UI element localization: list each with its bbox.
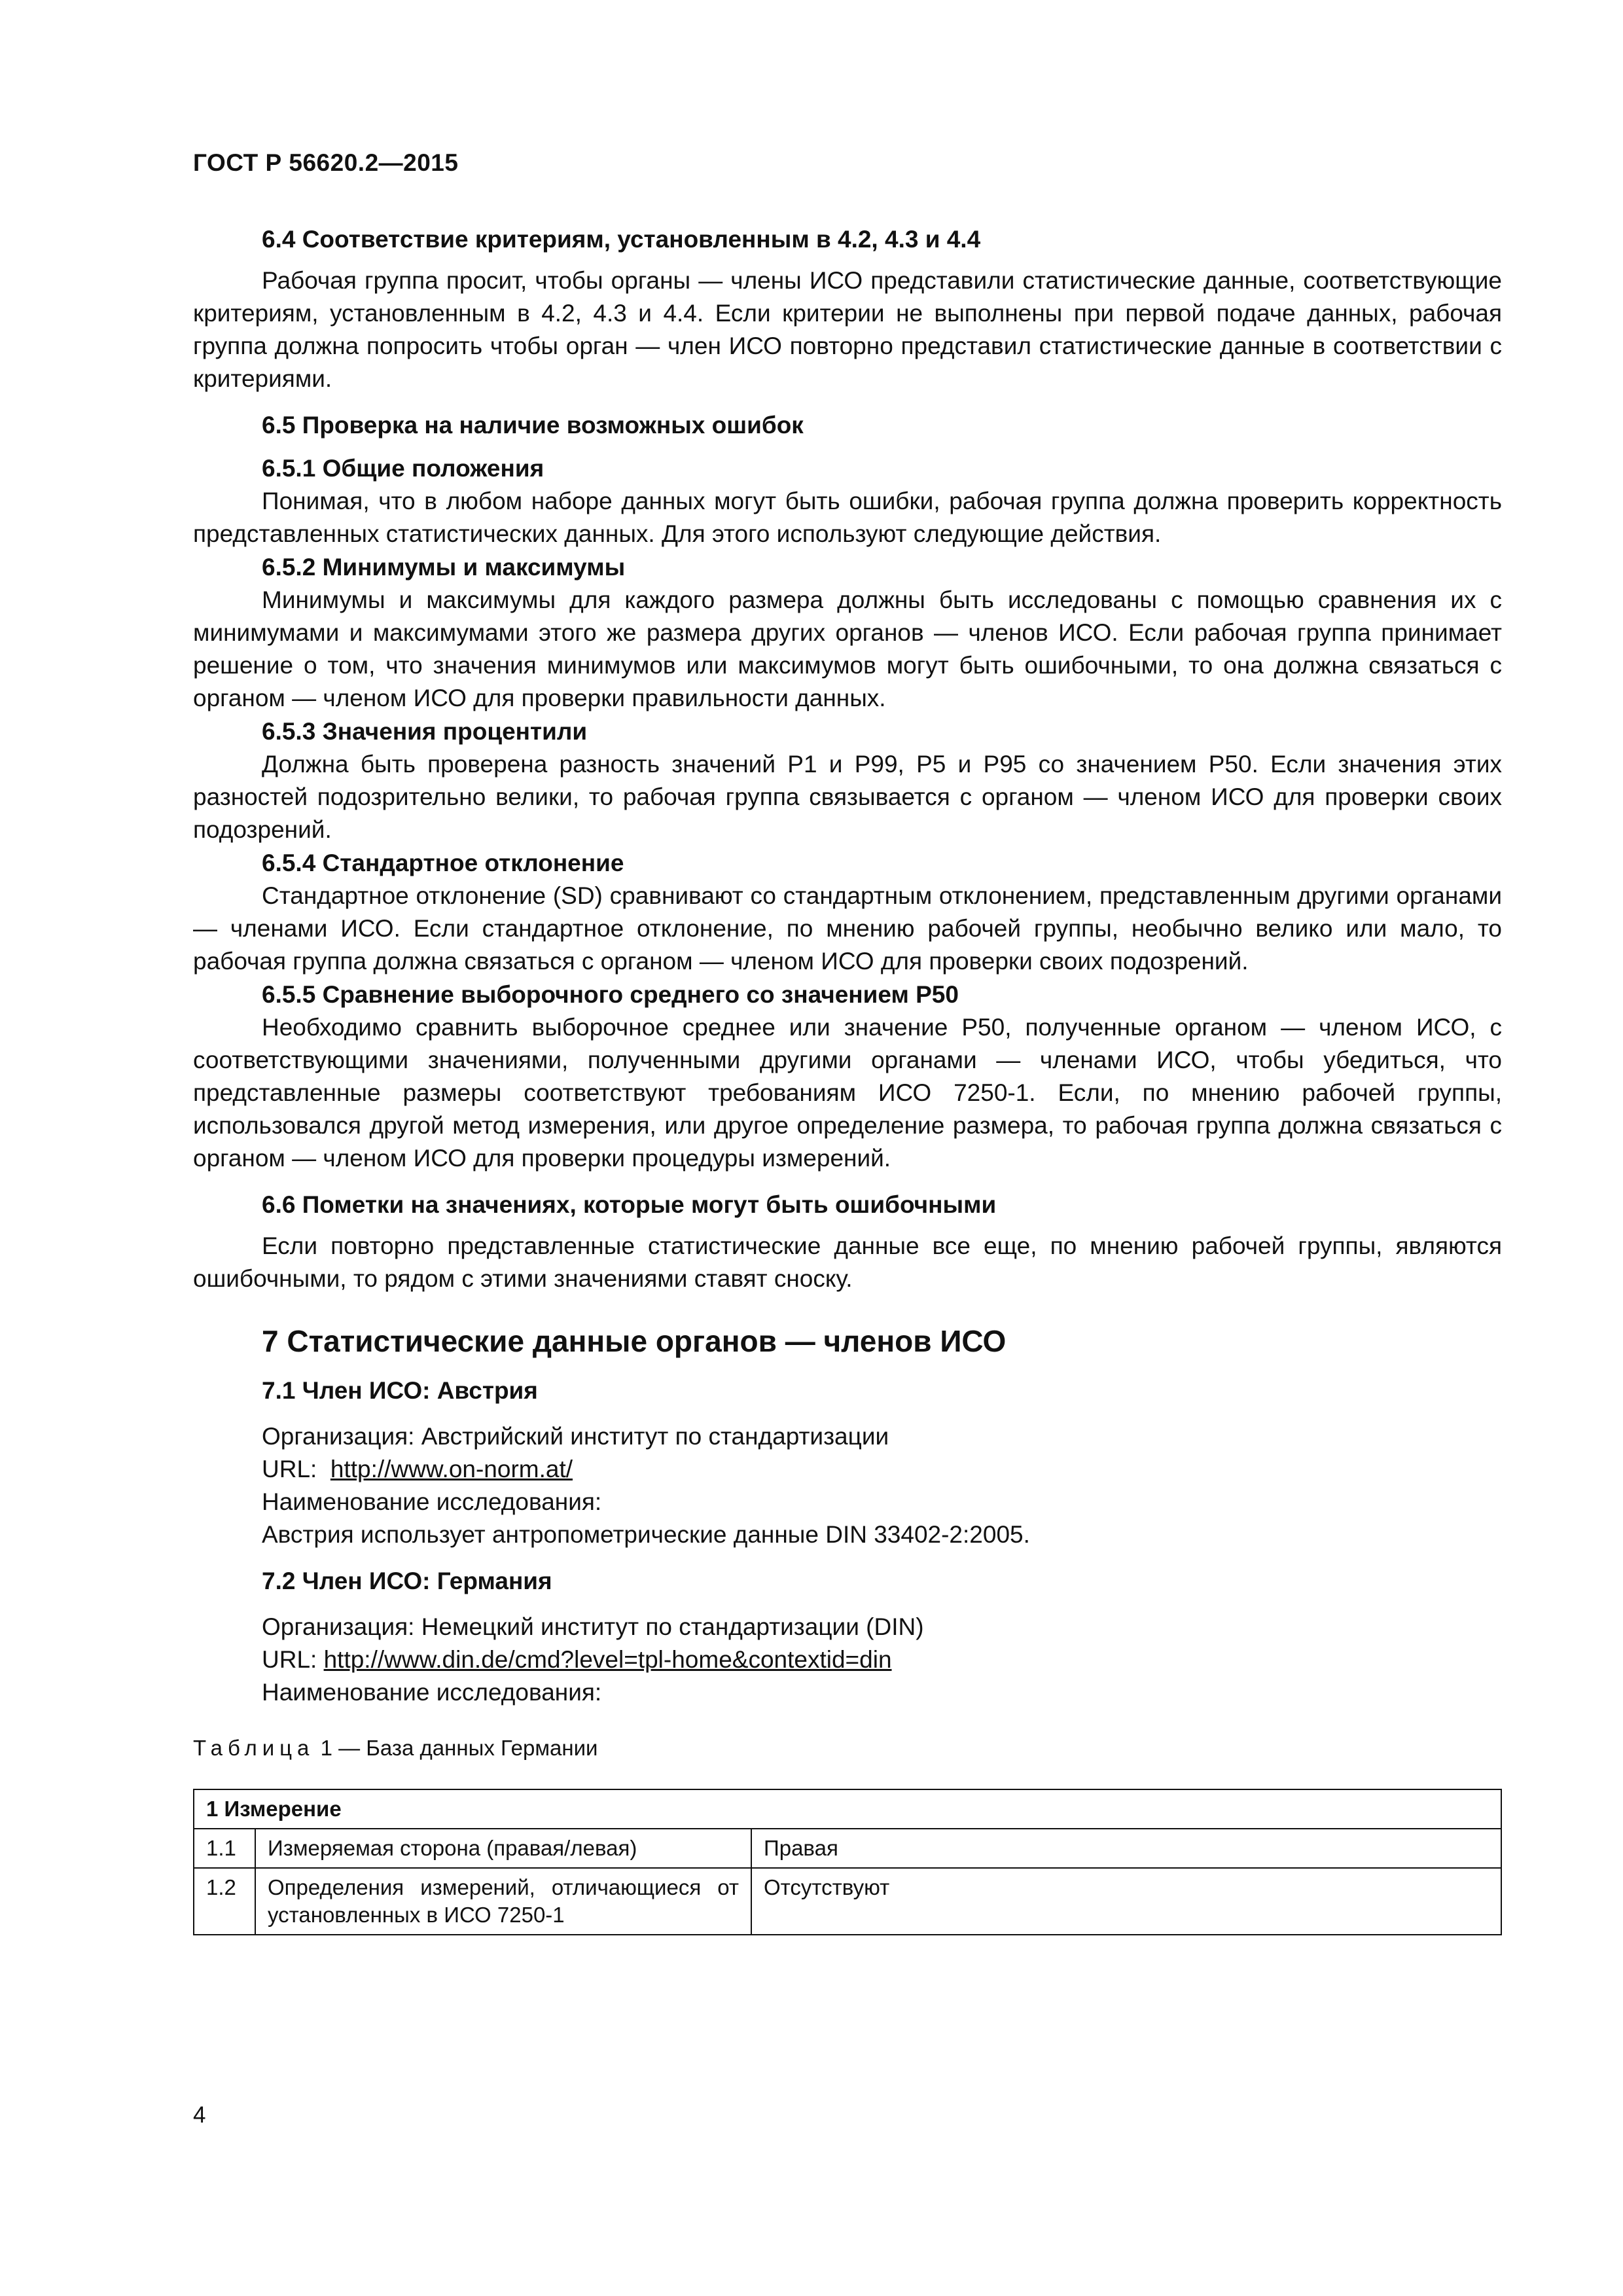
section-6-5-title: 6.5 Проверка на наличие возможных ошибок (262, 412, 804, 439)
section-6-5-4-text: Стандартное отклонение (SD) сравнивают со стандартным отклонением, представленным другими органами — членами ИСО. Если стандартное отклонение, по мнению рабочей группы, необычно велико или мало, то рабочая группа должна связаться с органом — членом ИСО для проверки своих подозрений. (193, 882, 1502, 975)
table-1-caption (193, 1734, 1502, 1763)
table-row (194, 1829, 1501, 1868)
section-6-6-text: Если повторно представленные статистические данные все еще, по мнению рабочей группы, являются ошибочными, то рядом с этими значениями ставят сноску. (193, 1232, 1502, 1292)
table-header-row (194, 1789, 1501, 1829)
austria-url-link[interactable]: http://www.on-norm.at/ (330, 1456, 573, 1482)
section-6-5-2-text: Минимумы и максимумы для каждого размера должны быть исследованы с помощью сравнения их с минимумами и максимумами этого же размера других органов — членов ИСО. Если рабочая группа принимает решение о том, что значения минимумов или максимумов могут быть ошибочными, то она должна связаться с органом — членом ИСО для проверки правильности данных. (193, 586, 1502, 711)
page-number: 4 (193, 2102, 206, 2128)
austria-url-label: URL: (262, 1456, 317, 1482)
germany-url-line (193, 1643, 1502, 1676)
section-6-4-title: 6.4 Соответствие критериям, установленным в 4.2, 4.3 и 4.4 (262, 226, 981, 253)
germany-database-table (193, 1789, 1502, 1935)
table-cell-value: Правая (751, 1829, 1501, 1868)
section-7-2-title: 7.2 Член ИСО: Германия (262, 1568, 552, 1594)
table-caption-text: 1 — База данных Германии (320, 1736, 598, 1760)
section-6-5-1-text: Понимая, что в любом наборе данных могут быть ошибки, рабочая группа должна проверить корректность представленных статистических данных. Для этого используют следующие действия. (193, 488, 1502, 547)
section-6-5-4-title: 6.5.4 Стандартное отклонение (262, 850, 624, 876)
table-cell-value: Отсутствуют (751, 1868, 1501, 1935)
page-content (193, 223, 1502, 1935)
document-code: ГОСТ Р 56620.2—2015 (193, 149, 459, 176)
table-caption-label: Таблица (193, 1736, 315, 1760)
austria-url-line (193, 1453, 1502, 1486)
table-row (194, 1868, 1501, 1935)
germany-url-label: URL: (262, 1646, 317, 1673)
section-6-5-3-title: 6.5.3 Значения процентили (262, 718, 588, 745)
germany-study-name: Наименование исследования: (262, 1679, 602, 1706)
section-7-title: 7 Статистические данные органов — членов ИСО (262, 1324, 1007, 1358)
section-6-5-2-title: 6.5.2 Минимумы и максимумы (262, 554, 626, 581)
section-6-5-5-title: 6.5.5 Сравнение выборочного среднего со значением P50 (262, 981, 959, 1008)
austria-study-name: Наименование исследования: (262, 1488, 602, 1515)
table-cell-num: 1.1 (194, 1829, 255, 1868)
table-cell-name: Определения измерений, отличающиеся от установленных в ИСО 7250-1 (255, 1868, 751, 1935)
section-6-5-3-text: Должна быть проверена разность значений P1 и P99, P5 и P95 со значением P50. Если значения этих разностей подозрительно велики, то рабочая группа связывается с органом — членом ИСО для проверки своих подозрений. (193, 751, 1502, 843)
section-7-1-title: 7.1 Член ИСО: Австрия (262, 1377, 538, 1404)
austria-organization: Организация: Австрийский институт по стандартизации (262, 1423, 889, 1450)
table-cell-name: Измеряемая сторона (правая/левая) (255, 1829, 751, 1868)
table-cell-num: 1.2 (194, 1868, 255, 1935)
section-6-4-text: Рабочая группа просит, чтобы органы — члены ИСО представили статистические данные, соответствующие критериям, установленным в 4.2, 4.3 и 4.4. Если критерии не выполнены при первой подаче данных, рабочая группа должна попросить чтобы орган — член ИСО повторно представил статистические данные в соответствии с критериями. (193, 267, 1502, 392)
austria-note: Австрия использует антропометрические данные DIN 33402-2:2005. (262, 1521, 1030, 1548)
section-6-5-5-text: Необходимо сравнить выборочное среднее или значение P50, полученные органом — членом ИСО, с соответствующими значениями, полученными другими органами — членами ИСО, чтобы убедиться, что представленные размеры соответствуют требованиям ИСО 7250-1. Если, по мнению рабочей группы, использовался другой метод измерения, или другое определение размера, то рабочая группа должна связаться с органом — членом ИСО для проверки процедуры измерений. (193, 1014, 1502, 1172)
germany-url-link[interactable]: http://www.din.de/cmd?level=tpl-home&contextid=din (323, 1646, 892, 1673)
table-header-cell: 1 Измерение (194, 1789, 1501, 1829)
germany-organization: Организация: Немецкий институт по стандартизации (DIN) (262, 1613, 924, 1640)
section-6-5-1-title: 6.5.1 Общие положения (262, 455, 544, 482)
section-6-6-title: 6.6 Пометки на значениях, которые могут быть ошибочными (262, 1191, 997, 1218)
